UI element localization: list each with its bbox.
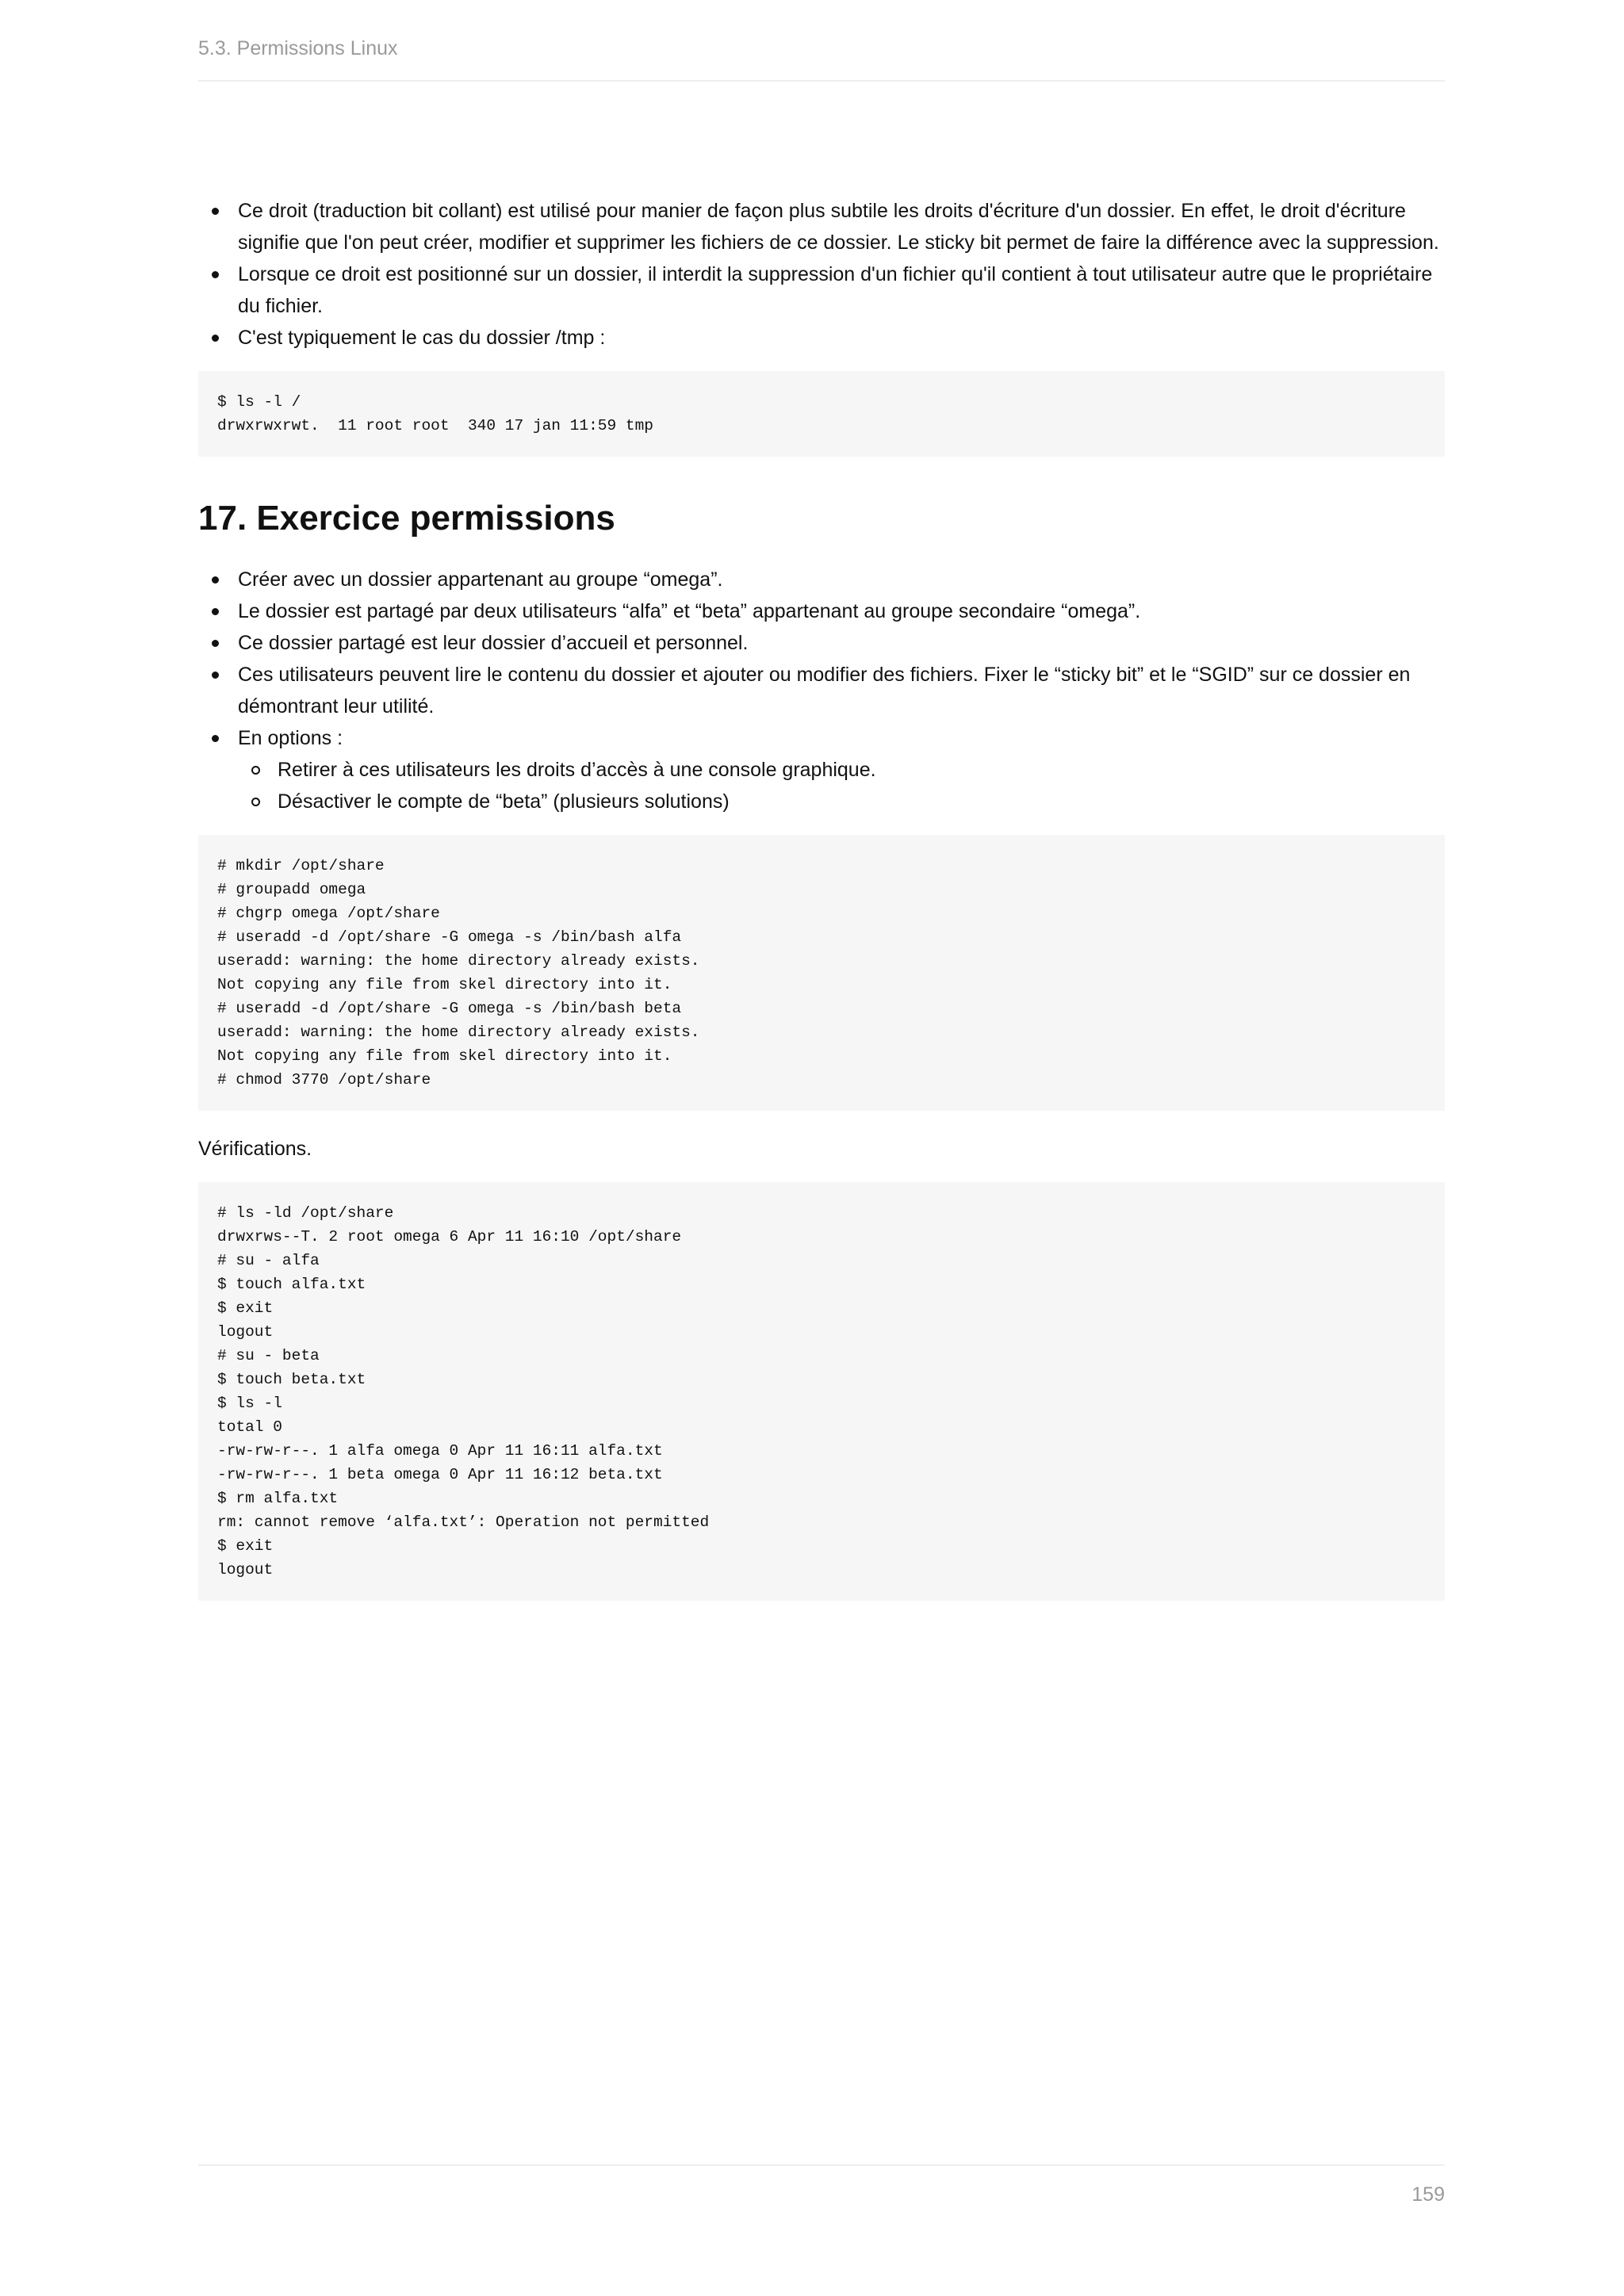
sublist-item: Désactiver le compte de “beta” (plusieurs solutions): [238, 786, 1445, 817]
page-content: [198, 195, 1445, 1601]
list-item: Ce droit (traduction bit collant) est utilisé pour manier de façon plus subtile les droits d'écriture d'un dossier. En effet, le droit d'écriture signifie que l'on peut créer, modifier et supprimer les fichiers de ce dossier. Le sticky bit permet de faire la différence avec la suppression.: [198, 195, 1445, 258]
list-item: [198, 722, 1445, 817]
verifications-label: Vérifications.: [198, 1138, 312, 1160]
list-item: Le dossier est partagé par deux utilisateurs “alfa” et “beta” appartenant au groupe secondaire “omega”.: [198, 595, 1445, 627]
list-item: Créer avec un dossier appartenant au groupe “omega”.: [198, 564, 1445, 595]
options-sublist: [238, 754, 1445, 817]
running-header: 5.3. Permissions Linux: [198, 37, 398, 59]
header-divider: [198, 80, 1445, 82]
sublist-item: Retirer à ces utilisateurs les droits d’accès à une console graphique.: [238, 754, 1445, 786]
code-block-setup: # mkdir /opt/share # groupadd omega # chgrp omega /opt/share # useradd -d /opt/share -G omega -s /bin/bash alfa useradd: warning: the home directory already exists. Not copying any file from skel directory into it. # useradd -d /opt/share -G omega -s /bin/bash beta useradd: warning: the home directory already exists. Not copying any file from skel directory into it. # chmod 3770 /opt/share: [198, 835, 1445, 1111]
sticky-bit-list: [198, 195, 1445, 354]
exercise-list: [198, 564, 1445, 817]
list-item: Lorsque ce droit est positionné sur un dossier, il interdit la suppression d'un fichier qu'il contient à tout utilisateur autre que le propriétaire du fichier.: [198, 258, 1445, 322]
page-number: 159: [1411, 2183, 1445, 2206]
footer-divider: [198, 2164, 1445, 2166]
list-item: Ces utilisateurs peuvent lire le contenu du dossier et ajouter ou modifier des fichiers. Fixer le “sticky bit” et le “SGID” sur ce dossier en démontrant leur utilité.: [198, 659, 1445, 722]
list-item: C'est typiquement le cas du dossier /tmp :: [198, 322, 1445, 354]
code-block-verify: # ls -ld /opt/share drwxrws--T. 2 root omega 6 Apr 11 16:10 /opt/share # su - alfa $ touch alfa.txt $ exit logout # su - beta $ touch beta.txt $ ls -l total 0 -rw-rw-r--. 1 alfa omega 0 Apr 11 16:11 alfa.txt -rw-rw-r--. 1 beta omega 0 Apr 11 16:12 beta.txt $ rm alfa.txt rm: cannot remove ‘alfa.txt’: Operation not permitted $ exit logout: [198, 1182, 1445, 1601]
section-heading: 17. Exercice permissions: [198, 499, 615, 538]
list-item: Ce dossier partagé est leur dossier d’accueil et personnel.: [198, 627, 1445, 659]
options-label: En options :: [238, 727, 343, 749]
code-block-tmp: $ ls -l / drwxrwxrwt. 11 root root 340 17 jan 11:59 tmp: [198, 371, 1445, 457]
